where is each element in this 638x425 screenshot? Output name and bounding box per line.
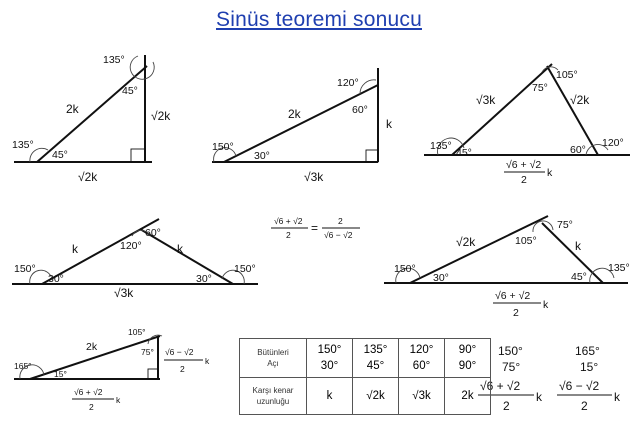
page-title: Sinüs teoremi sonucu — [216, 8, 422, 31]
t6-angle-left-inner: 15° — [54, 369, 67, 379]
t5-bottom-k: k — [543, 299, 549, 311]
t1-side-bottom: √2k — [78, 170, 98, 184]
t5-angle-left: 150° — [394, 263, 416, 275]
t3-side-right: √2k — [570, 93, 590, 107]
t6-bottom-num: √6 + √2 — [74, 387, 103, 397]
table-cell-length: √2k — [353, 378, 399, 415]
table-row2-line1: Karşı kenar — [252, 386, 294, 395]
ratio-equation — [271, 216, 360, 240]
t3-angle-top: 105° — [556, 69, 578, 81]
t5-bottom-num: √6 + √2 — [495, 290, 531, 302]
table-row2-line2: uzunluğu — [256, 397, 290, 406]
eq-rhs-num: 2 — [338, 216, 343, 226]
t2-angle-top: 120° — [337, 77, 359, 89]
t6-right-den: 2 — [180, 364, 185, 374]
result-2-angle2: 15° — [580, 360, 599, 374]
t1-side-hyp: 2k — [66, 102, 79, 116]
t4-angle-top-outer: 60° — [145, 227, 161, 239]
t3-angle-left-inner: 45° — [456, 147, 472, 159]
t5-angle-right: 135° — [608, 262, 630, 274]
eq-sign: = — [311, 221, 319, 235]
result-2-num: √6 − √2 — [559, 379, 600, 393]
t3-angle-left: 135° — [430, 140, 452, 152]
t2-side-right: k — [386, 117, 392, 131]
t3-angle-right-inner: 60° — [570, 144, 586, 156]
triangle-15-75-90 — [14, 327, 210, 412]
result-2-angle1: 165° — [575, 344, 600, 358]
table-cell-angle: 150° 30° — [307, 339, 353, 378]
t2-angle-left-inner: 30° — [254, 150, 270, 162]
t4-side-bottom: √3k — [114, 286, 134, 300]
t2-angle-top-inner: 60° — [352, 104, 368, 116]
table-cell-length: √3k — [399, 378, 445, 415]
table-row-lengths — [240, 378, 491, 415]
table-header-angles — [240, 339, 307, 378]
t4-angle-right: 150° — [234, 263, 256, 275]
table-cell-length: 2k — [445, 378, 491, 415]
table-row-angles — [240, 339, 491, 378]
t6-angle-top-inner: 75° — [141, 347, 154, 357]
t6-bottom-den: 2 — [89, 402, 94, 412]
table-header-line2: Açı — [267, 359, 279, 368]
t1-angle-left: 135° — [12, 139, 34, 151]
t5-side-right: k — [575, 239, 581, 253]
t6-right-k: k — [205, 356, 210, 366]
table-cell-angle: 90° 90° — [445, 339, 491, 378]
table-cell-angle: 120° 60° — [399, 339, 445, 378]
t3-angle-right: 120° — [602, 137, 624, 149]
t3-bottom-den: 2 — [521, 174, 527, 186]
t5-side-left: √2k — [456, 235, 476, 249]
triangle-30-45-105 — [384, 216, 630, 319]
t5-bottom-den: 2 — [513, 307, 519, 319]
t3-bottom-num: √6 + √2 — [506, 159, 542, 171]
triangle-30-60-90 — [212, 68, 393, 184]
t3-side-left: √3k — [476, 93, 496, 107]
t3-angle-top-inner: 75° — [532, 82, 548, 94]
result-1-angle1: 150° — [498, 344, 523, 358]
t1-angle-top-inner: 45° — [122, 85, 138, 97]
table-cell-length: k — [307, 378, 353, 415]
t5-angle-top-outer: 75° — [557, 219, 573, 231]
eq-lhs-den: 2 — [286, 230, 291, 240]
t2-angle-left: 150° — [212, 141, 234, 153]
triangle-45-60-75 — [424, 64, 630, 186]
t6-side-hyp: 2k — [86, 341, 98, 353]
t2-side-bottom: √3k — [304, 170, 324, 184]
result-1-k: k — [536, 390, 542, 404]
t6-angle-top: 105° — [128, 327, 146, 337]
result-2-k: k — [614, 390, 620, 404]
result-1-den: 2 — [503, 399, 510, 413]
table-header-line1: Bütünleri — [257, 348, 289, 357]
t4-side-left: k — [72, 242, 78, 256]
t4-side-right: k — [177, 242, 183, 256]
t6-bottom-k: k — [116, 395, 121, 405]
result-1-num: √6 + √2 — [480, 379, 521, 393]
t4-angle-right-inner: 30° — [196, 273, 212, 285]
eq-lhs-num: √6 + √2 — [274, 216, 303, 226]
t4-angle-left-inner: 30° — [48, 273, 64, 285]
t1-angle-left-inner: 45° — [52, 149, 68, 161]
result-165-15 — [557, 344, 621, 413]
t2-side-hyp: 2k — [288, 107, 301, 121]
t3-bottom-k: k — [547, 167, 553, 179]
t5-angle-top-inner: 105° — [515, 235, 537, 247]
supplementary-angle-table — [239, 338, 491, 415]
t6-angle-left: 165° — [14, 361, 32, 371]
triangle-45-45-90 — [12, 54, 171, 184]
result-1-angle2: 75° — [502, 360, 521, 374]
t5-angle-right-inner: 45° — [571, 271, 587, 283]
result-2-den: 2 — [581, 399, 588, 413]
t1-side-right: √2k — [151, 109, 171, 123]
table-header-lengths — [240, 378, 307, 415]
triangle-30-30-120 — [12, 219, 258, 300]
t5-angle-left-inner: 30° — [433, 272, 449, 284]
t1-angle-top: 135° — [103, 54, 125, 66]
t4-angle-left: 150° — [14, 263, 36, 275]
t6-right-num: √6 − √2 — [165, 347, 194, 357]
t4-angle-top-inner: 120° — [120, 240, 142, 252]
table-cell-angle: 135° 45° — [353, 339, 399, 378]
eq-rhs-den: √6 − √2 — [324, 230, 353, 240]
